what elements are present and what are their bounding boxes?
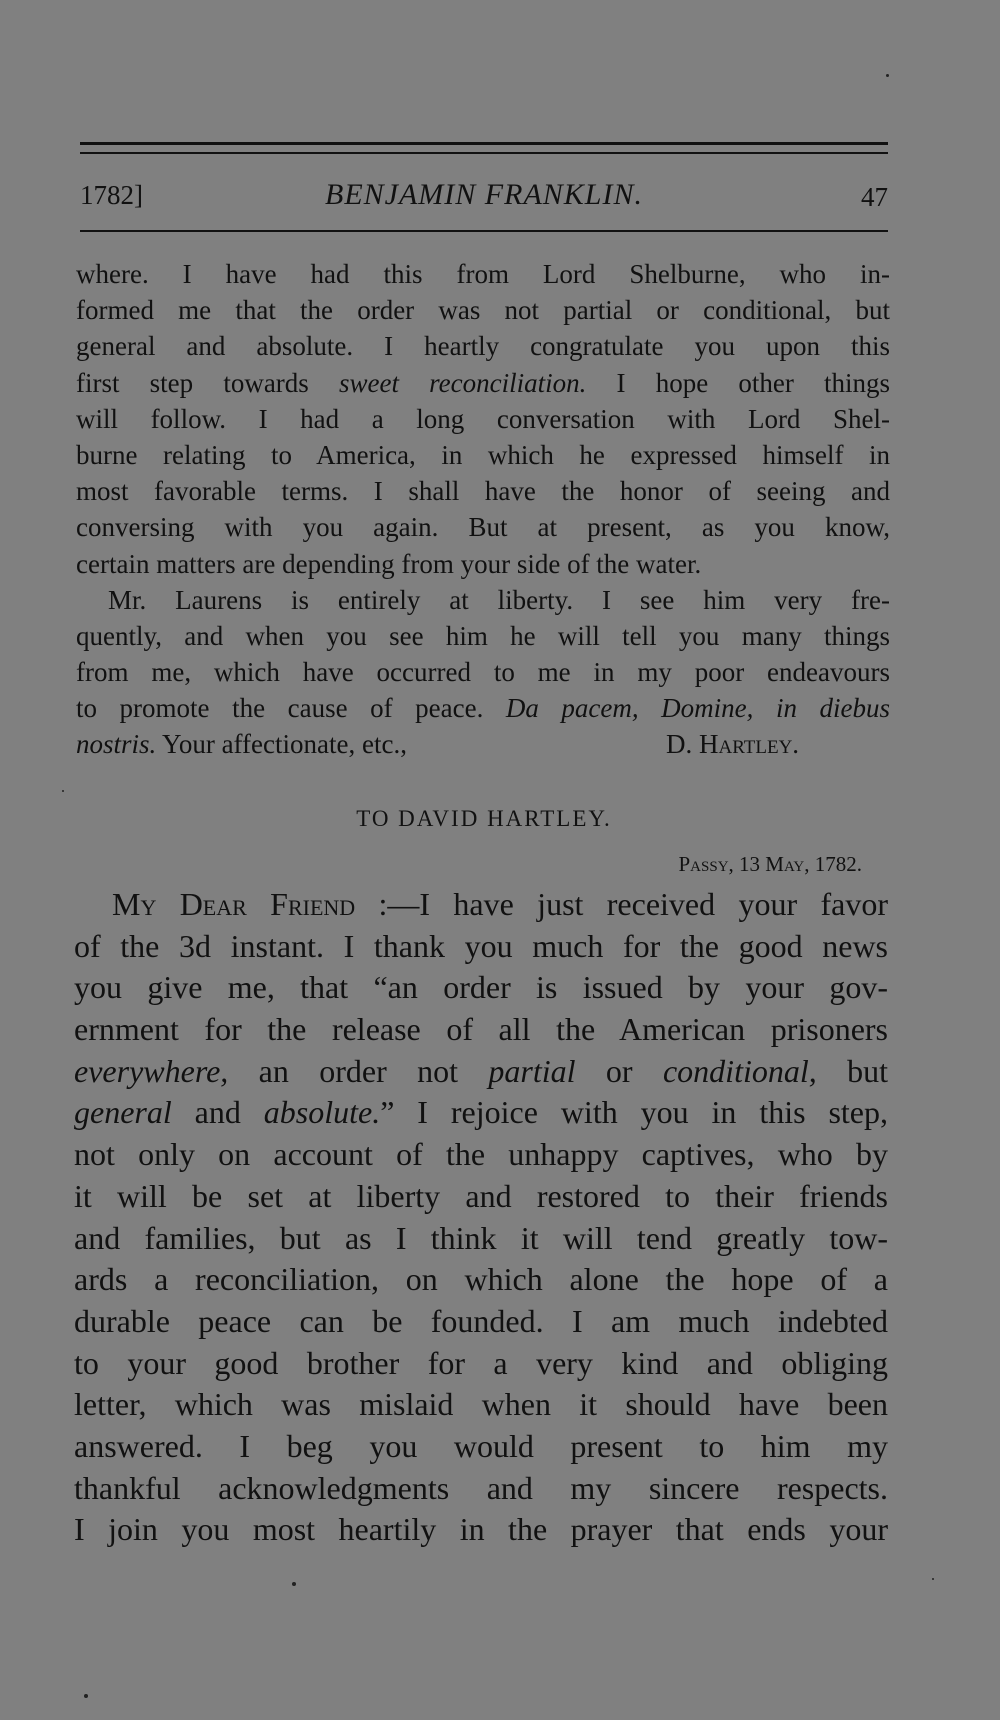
- prior-letter-closing-line: [76, 726, 890, 762]
- text-line: [76, 473, 890, 509]
- text-span: where. I have had this from Lord Shelburne, who in-: [76, 259, 890, 289]
- header-double-rule-bottom: [80, 152, 888, 154]
- text-span: ards a reconciliation, on which alone the hope of a: [74, 1261, 888, 1298]
- text-span: it will be set at liberty and restored to their friends: [74, 1177, 888, 1214]
- text-line: [74, 1468, 888, 1510]
- text-line: [76, 365, 890, 401]
- text-line: [76, 401, 890, 437]
- running-head-title: BENJAMIN FRANKLIN.: [325, 178, 643, 211]
- text-span: durable peace can be founded. I am much indebted: [74, 1302, 888, 1339]
- text-span: to your good brother for a very kind and obliging: [74, 1344, 888, 1381]
- text-span: first step towards: [76, 367, 339, 398]
- text-line: [76, 582, 890, 618]
- text-line: [76, 546, 890, 582]
- text-line: [76, 328, 890, 364]
- text-span: you give me, that “an order is issued by your gov-: [74, 969, 888, 1006]
- running-head-year: 1782]: [80, 180, 143, 210]
- text-span: letter, which was mislaid when it should have been: [74, 1386, 888, 1423]
- header-double-rule-top: [80, 142, 888, 145]
- text-span: to promote the cause of peace.: [76, 693, 506, 724]
- text-span: from me, which have occurred to me in my poor endeavours: [76, 657, 890, 688]
- letter-dateline: Passy, 13 May, 1782.: [678, 852, 862, 876]
- speck: [84, 1694, 88, 1698]
- text-span: most favorable terms. I shall have the honor of seeing and: [76, 476, 890, 507]
- text-line: [74, 1092, 888, 1134]
- text-span: formed me that the order was not partial or conditional, but: [76, 295, 890, 326]
- text-line: [74, 1134, 888, 1176]
- running-head: [80, 176, 888, 220]
- text-line: [74, 1051, 888, 1093]
- text-line: [74, 1301, 888, 1343]
- text-span: and families, but as I think it will tend greatly tow-: [74, 1219, 888, 1256]
- text-span: I join you most heartily in the prayer that ends your: [74, 1511, 888, 1548]
- italic-text: Da pacem, Domine, in diebus: [505, 693, 890, 724]
- text-line: [74, 1218, 888, 1260]
- text-span: thankful acknowledgments and my sincere respects.: [74, 1469, 888, 1506]
- text-line: [76, 256, 890, 292]
- text-span: general and absolute. I heartly congratulate you upon this: [76, 331, 890, 362]
- text-line: [74, 1509, 888, 1551]
- letter-body: [74, 884, 888, 1551]
- letter-heading: TO DAVID HARTLEY.: [356, 806, 612, 831]
- text-line: [74, 1176, 888, 1218]
- text-span: of the 3d instant. I thank you much for the good news: [74, 927, 888, 964]
- text-line: [76, 509, 890, 545]
- closing-text: Your affectionate, etc.,: [156, 729, 407, 760]
- italic-text: partial: [488, 1052, 576, 1089]
- text-span: conversing with you again. But at present, as you know,: [76, 512, 890, 543]
- header-rule: [80, 230, 888, 232]
- text-span: or: [575, 1052, 663, 1089]
- signature: D. Hartley.: [666, 729, 800, 760]
- text-span: will follow. I had a long conversation with Lord Shel-: [76, 403, 890, 434]
- closing-latin: nostris.: [76, 729, 157, 760]
- text-line: [76, 690, 890, 726]
- text-line: [76, 437, 890, 473]
- italic-text: sweet reconciliation.: [338, 367, 587, 398]
- salutation: My Dear Friend :: [112, 886, 388, 922]
- speck: [292, 1582, 296, 1586]
- italic-text: conditional,: [662, 1052, 817, 1089]
- text-span: quently, and when you see him he will tell you many things: [76, 620, 890, 651]
- text-span: burne relating to America, in which he expressed himself in: [76, 439, 890, 470]
- speck: [886, 74, 889, 77]
- text-line: [74, 1343, 888, 1385]
- text-span: Mr. Laurens is entirely at liberty. I see him very fre-: [108, 584, 890, 615]
- text-line: [74, 967, 888, 1009]
- text-line: [74, 884, 888, 926]
- italic-text: everywhere,: [74, 1052, 229, 1089]
- text-span: ernment for the release of all the American prisoners: [74, 1011, 888, 1048]
- text-span: —I have just received your favor: [387, 886, 888, 922]
- italic-text: general: [74, 1094, 172, 1131]
- text-span: ” I rejoice with you in this step,: [380, 1094, 889, 1131]
- text-span: an order not: [228, 1052, 489, 1089]
- text-line: [74, 926, 888, 968]
- text-span: but: [816, 1052, 889, 1089]
- text-span: I hope other things: [586, 367, 891, 398]
- text-line: [74, 1009, 888, 1051]
- prior-letter-text: [76, 256, 890, 763]
- text-line: [74, 1259, 888, 1301]
- text-line: [76, 618, 890, 654]
- speck: [62, 790, 64, 792]
- text-line: [76, 654, 890, 690]
- text-line: [74, 1426, 888, 1468]
- text-span: not only on account of the unhappy captives, who by: [74, 1136, 888, 1173]
- text-line: [74, 1384, 888, 1426]
- speck: [932, 1578, 934, 1580]
- text-span: answered. I beg you would present to him my: [74, 1427, 888, 1464]
- text-line: [76, 292, 890, 328]
- text-span: certain matters are depending from your side of the water.: [76, 548, 702, 579]
- italic-text: absolute.: [263, 1094, 381, 1131]
- page-number: 47: [861, 182, 888, 212]
- text-span: and: [171, 1094, 264, 1131]
